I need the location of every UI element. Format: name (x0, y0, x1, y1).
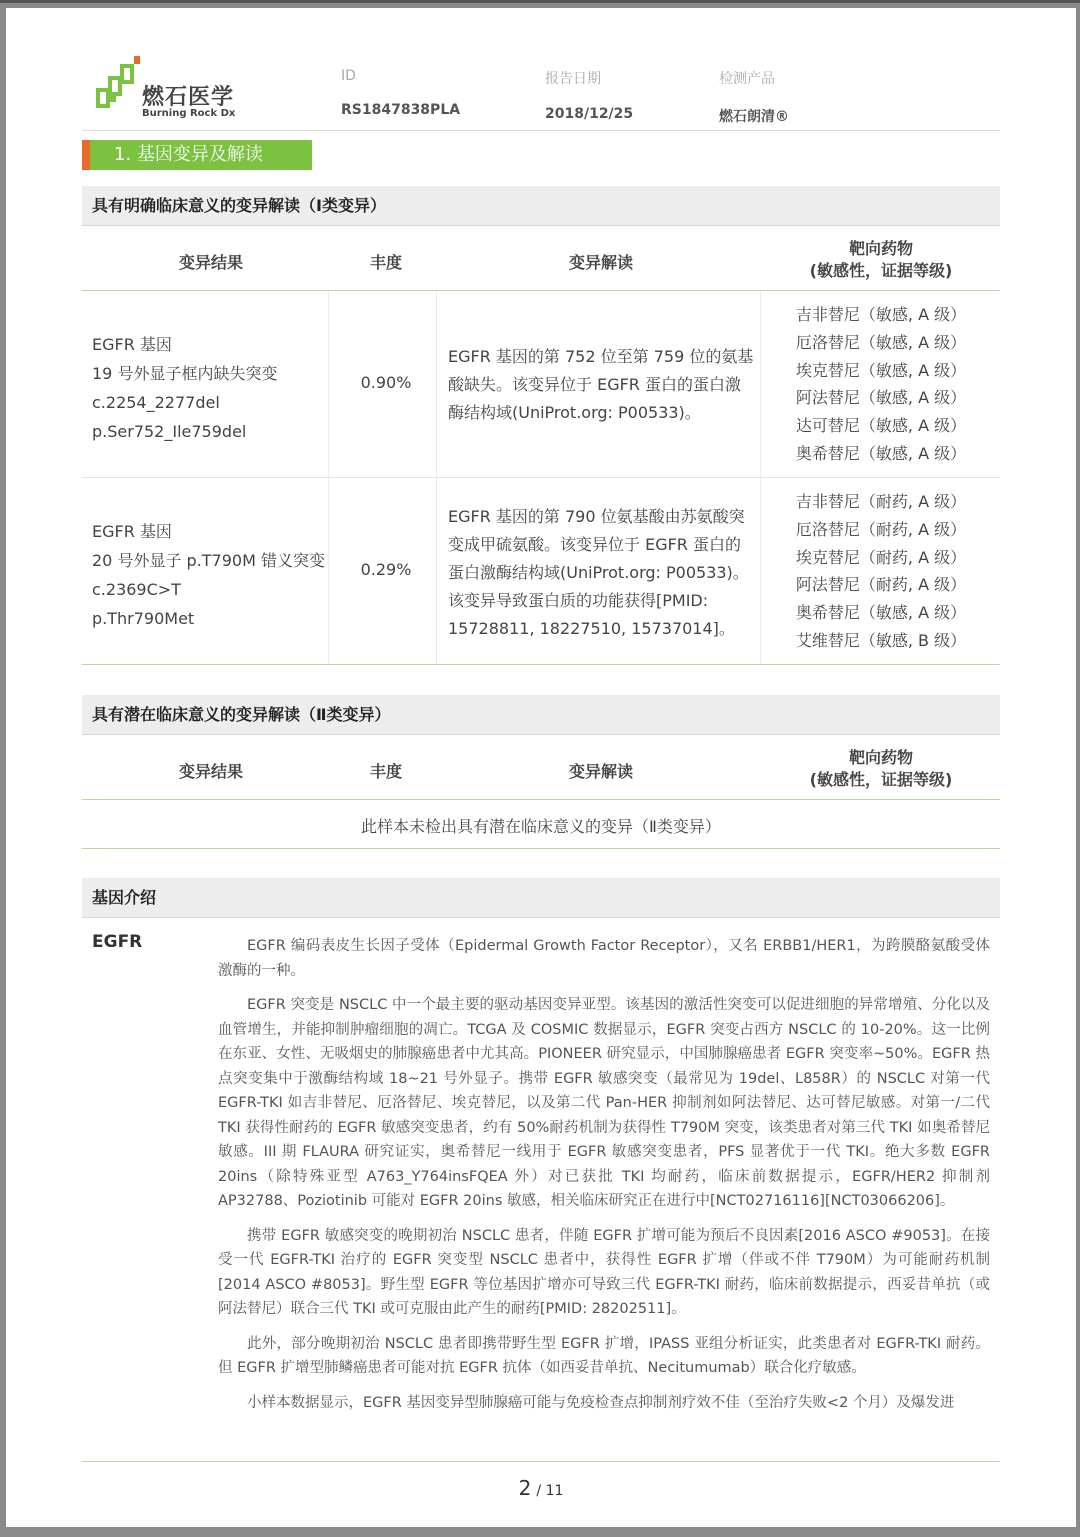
class2-heading: 具有潜在临床意义的变异解读（Ⅱ类变异） (82, 695, 1000, 735)
logo-text-cn: 燃石医学 (142, 85, 235, 110)
gene-paragraph: 携带 EGFR 敏感突变的晚期初治 NSCLC 患者，伴随 EGFR 扩增可能为预后不良因素[2016 ASCO #9053]。在接受一代 EGFR-TKI 治疗的 EGFR 突变型 NSCLC 患者中，获得性 EGFR 扩增（伴或不伴 T790M）为可能耐药机制[2014 ASCO #8053]。野生型 EGFR 等位基因扩增亦可导致三代 EGFR-TKI 耐药，临床前数据提示，西妥昔单抗（或阿法替尼）联合三代 TKI 或可克服由此产生的耐药[PMID: 28202511]。 (218, 1227, 990, 1317)
gene-intro-heading: 基因介绍 (82, 878, 1000, 918)
total-pages: / 11 (536, 1483, 564, 1499)
table-row-2-abundance: 0.29% (360, 560, 412, 579)
drug-item: 奥希替尼（敏感, A 级） (795, 443, 967, 463)
col-header-interpretation: 变异解读 (568, 762, 633, 781)
report-page (6, 8, 1076, 1527)
col-header-drugs-sub: (敏感性，证据等级) (809, 261, 953, 280)
result-line: EGFR 基因 (92, 522, 172, 541)
table-row-1-result (92, 330, 322, 446)
result-line: p.Thr790Met (92, 609, 195, 628)
table-row-1-drugs (781, 301, 981, 468)
top-border (0, 0, 1080, 3)
gene-paragraph: 此外，部分晚期初治 NSCLC 患者即携带野生型 EGFR 扩增，IPASS 亚组分析证实，此类患者对 EGFR-TKI 耐药。但 EGFR 扩增型肺鳞癌患者可能对抗 EGFR 抗体（如西妥昔单抗、Necitumumab）联合化疗敏感。 (218, 1335, 991, 1376)
col-header-drugs (781, 238, 981, 282)
table-row-1-abundance: 0.90% (360, 373, 412, 392)
result-line: 19 号外显子框内缺失突变 (92, 364, 278, 383)
drug-item: 埃克替尼（敏感, A 级） (795, 360, 967, 380)
drug-item: 艾维替尼（敏感, B 级） (795, 630, 967, 650)
drug-item: 奥希替尼（敏感, A 级） (795, 603, 967, 623)
footer-divider (82, 1461, 1000, 1462)
col-header-interpretation: 变异解读 (568, 253, 633, 272)
page-indicator (6, 1476, 1076, 1500)
class1-heading: 具有明确临床意义的变异解读（Ⅰ类变异） (82, 186, 1000, 226)
col-header-abundance: 丰度 (369, 253, 402, 272)
drug-item: 阿法替尼（敏感, A 级） (795, 388, 967, 408)
result-line: c.2369C>T (92, 580, 181, 599)
table-row-2-result (92, 517, 328, 633)
col-header-result: 变异结果 (178, 253, 243, 272)
field-label: ID (341, 68, 356, 84)
field-label: 报告日期 (545, 71, 601, 87)
drug-item: 吉非替尼（敏感, A 级） (795, 305, 967, 324)
result-line: EGFR 基因 (92, 335, 172, 354)
field-value: RS1847838PLA (341, 102, 461, 118)
table-row-1-interpretation: EGFR 基因的第 752 位至第 759 位的氨基酸缺失。该变异位于 EGFR 蛋白的蛋白激酶结构域(UniProt.org: P00533)。 (448, 347, 754, 422)
header-field-date (545, 68, 633, 122)
col-header-drugs-title: 靶向药物 (848, 239, 913, 258)
field-value: 2018/12/25 (545, 106, 634, 122)
table-row-2-interpretation: EGFR 基因的第 790 位氨基酸由苏氨酸突变成甲硫氨酸。该变异位于 EGFR 蛋白的蛋白激酶结构域(UniProt.org: P00533)。该变异导致蛋白质的功能获得[PMID: 15728811, 18227510, 15737014]。 (448, 507, 749, 638)
column-separator (436, 291, 437, 665)
field-label: 检测产品 (719, 71, 775, 87)
table-divider (82, 290, 1000, 291)
gene-paragraph: EGFR 突变是 NSCLC 中一个最主要的驱动基因变异亚型。该基因的激活性突变可以促进细胞的异常增殖、分化以及血管增生，并能抑制肿瘤细胞的凋亡。TCGA 及 COSMIC 数据显示，EGFR 突变占西方 NSCLC 的 10-20%。这一比例在东亚、女性、无吸烟史的肺腺癌患者中尤其高。PIONEER 研究显示，中国肺腺癌患者 EGFR 突变率~50%。EGFR 热点突变集中于激酶结构域 18~21 号外显子。携带 EGFR 敏感突变（最常见为 19del、L858R）的 NSCLC 对第一代 EGFR-TKI 如吉非替尼、厄洛替尼、埃克替尼，以及第二代 Pan-HER 抑制剂如阿法替尼、达可替尼敏感。对第一/二代 TKI 获得性耐药的 EGFR 敏感突变患者，约有 50%耐药机制为获得性 T790M 突变，该类患者对第三代 TKI 如奥希替尼敏感。III 期 FLAURA 研究证实，奥希替尼一线用于 EGFR 敏感突变患者，PFS 显著优于一代 TKI。绝大多数 EGFR 20ins（除特殊亚型 A763_Y764insFQEA 外）对已获批 TKI 均耐药，临床前数据提示，EGFR/HER2 抑制剂 AP32788、Poziotinib 可能对 EGFR 20ins 敏感，相关临床研究正在进行中[NCT02716116][NCT03066206]。 (218, 997, 990, 1209)
result-line: p.Ser752_Ile759del (92, 422, 247, 441)
gene-paragraph: 小样本数据显示，EGFR 基因变异型肺腺癌可能与免疫检查点抑制剂疗效不佳（至治疗失败<2 个月）及爆发进 (247, 1394, 955, 1411)
no-variant-note: 此样本未检出具有潜在临床意义的变异（Ⅱ类变异） (361, 817, 721, 836)
drug-item: 埃克替尼（耐药, A 级） (795, 547, 967, 567)
column-separator (760, 291, 761, 665)
logo-text-en: Burning Rock Dx (142, 108, 236, 119)
table-divider (82, 799, 1000, 800)
drug-item: 达可替尼（敏感, A 级） (795, 416, 967, 436)
drug-item: 厄洛替尼（耐药, A 级） (795, 519, 967, 539)
drug-item: 阿法替尼（耐药, A 级） (795, 575, 967, 595)
drug-item: 吉非替尼（耐药, A 级） (795, 492, 967, 511)
result-line: c.2254_2277del (92, 393, 220, 412)
header-field-product (719, 68, 789, 126)
col-header-drugs (781, 747, 981, 791)
header-field-id (341, 68, 460, 118)
table-bottom-rule (82, 848, 1000, 849)
company-logo (96, 56, 256, 126)
row-divider (82, 477, 1000, 478)
result-line: 20 号外显子 p.T790M 错义突变 (92, 551, 325, 570)
col-header-drugs-title: 靶向药物 (848, 748, 913, 767)
current-page: 2 (518, 1476, 532, 1500)
col-header-result: 变异结果 (178, 762, 243, 781)
column-separator (328, 291, 329, 665)
section-title: 1. 基因变异及解读 (82, 140, 312, 170)
table-bottom-rule (82, 664, 1000, 665)
field-value: 燃石朗清® (719, 109, 789, 125)
gene-paragraph: EGFR 编码表皮生长因子受体（Epidermal Growth Factor Receptor），又名 ERBB1/HER1，为跨膜酪氨酸受体激酶的一种。 (218, 938, 990, 979)
gene-name: EGFR (92, 932, 143, 952)
header-divider (82, 130, 1000, 131)
drug-item: 厄洛替尼（敏感, A 级） (795, 332, 967, 352)
gene-description (218, 934, 990, 1425)
col-header-drugs-sub: (敏感性，证据等级) (809, 770, 953, 789)
table-row-2-drugs (781, 488, 981, 655)
logo-mark-icon (96, 56, 142, 116)
col-header-abundance: 丰度 (369, 762, 402, 781)
